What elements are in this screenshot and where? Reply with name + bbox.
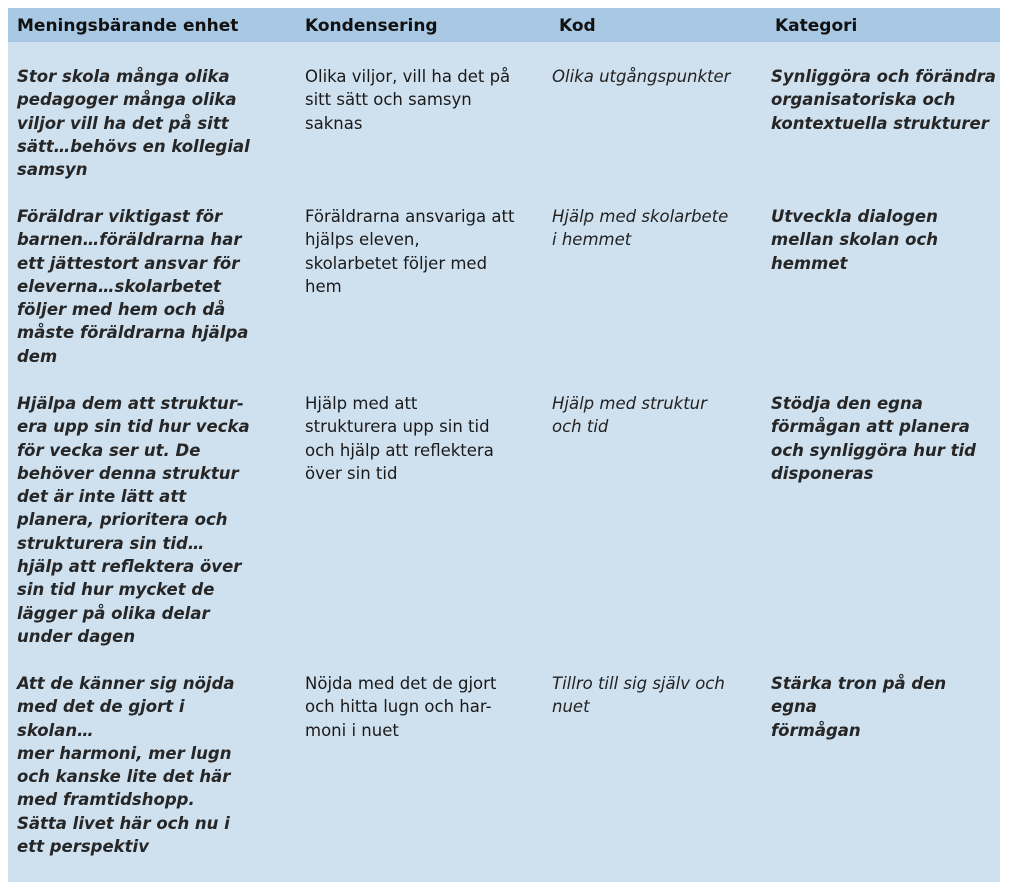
cell-meningsbarande-enhet: Att de känner sig nöjda med det de gjort i skolan… mer harmoni, mer lugn och kanske lite det här med framtidshopp. Sätta livet här och nu i ett perspektiv bbox=[17, 674, 235, 857]
cell-meningsbarande-enhet: Föräldrar viktigast för barnen…föräldrarna har ett jättestort ansvar för eleverna…skolarbetet följer med hem och då måste föräldrarna hjälpa dem bbox=[17, 207, 249, 366]
cell-kategori: Utveckla dialogen mellan skolan och hemmet bbox=[771, 207, 939, 273]
header-kategori: Kategori bbox=[775, 16, 858, 36]
cell-kondensering: Nöjda med det de gjort och hitta lugn och har- moni i nuet bbox=[305, 674, 497, 740]
cell-kod: Hjälp med struktur och tid bbox=[552, 394, 707, 437]
header-kod: Kod bbox=[559, 16, 596, 36]
table-header-row bbox=[8, 8, 1000, 42]
cell-kod: Olika utgångspunkter bbox=[552, 67, 731, 86]
cell-kod: Tillro till sig själv och nuet bbox=[552, 674, 725, 717]
cell-kod: Hjälp med skolarbete i hemmet bbox=[552, 207, 729, 250]
analysis-table bbox=[8, 8, 1000, 882]
header-kondensering: Kondensering bbox=[305, 16, 438, 36]
cell-meningsbarande-enhet: Hjälpa dem att struktur- era upp sin tid hur vecka för vecka ser ut. De behöver denna struktur det är inte lätt att planera, prioritera och strukturera sin tid… hjälp att reflektera över sin tid hur mycket de lägger på olika delar under dagen bbox=[17, 394, 250, 646]
cell-kategori: Stödja den egna förmågan att planera och synliggöra hur tid disponeras bbox=[771, 394, 976, 483]
cell-kategori: Stärka tron på den egna förmågan bbox=[771, 674, 947, 740]
cell-kondensering: Föräldrarna ansvariga att hjälps eleven, skolarbetet följer med hem bbox=[305, 207, 515, 296]
cell-kondensering: Olika viljor, vill ha det på sitt sätt och samsyn saknas bbox=[305, 67, 511, 133]
cell-kondensering: Hjälp med att strukturera upp sin tid och hjälp att reflektera över sin tid bbox=[305, 394, 494, 483]
header-meningsbarande-enhet: Meningsbärande enhet bbox=[17, 16, 239, 36]
cell-kategori: Synliggöra och förändra organisatoriska och kontextuella strukturer bbox=[771, 67, 996, 133]
cell-meningsbarande-enhet: Stor skola många olika pedagoger många olika viljor vill ha det på sitt sätt…behövs en kollegial samsyn bbox=[17, 67, 250, 180]
